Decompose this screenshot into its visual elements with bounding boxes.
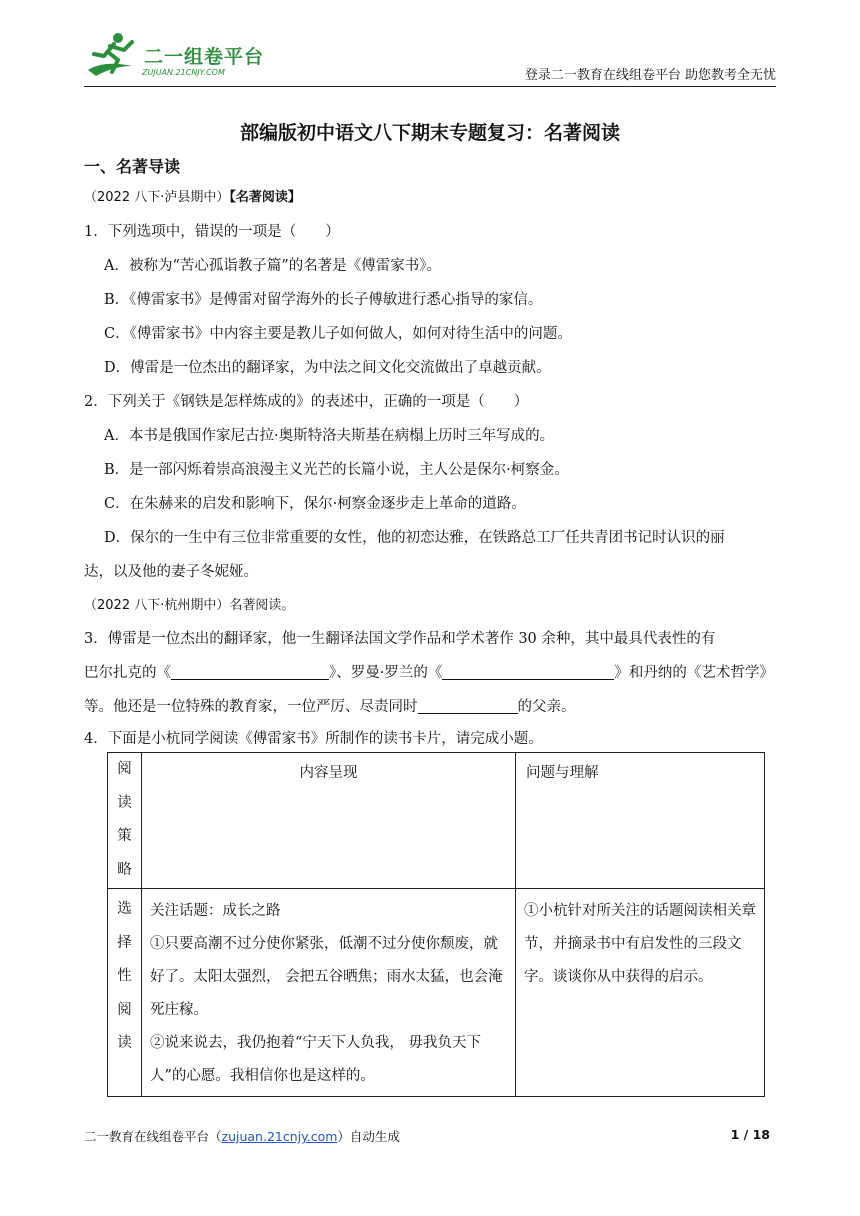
q2-option-b[interactable]: B．是一部闪烁着崇高浪漫主义光芒的长篇小说，主人公是保尔·柯察金。 [104,462,569,478]
q3-text: 巴尔扎克的《 [84,665,171,681]
footer-link[interactable]: zujuan.21cnjy.com [221,1129,338,1144]
section-heading: 一、名著导读 [84,157,181,176]
footer-text: ）自动生成 [337,1129,400,1144]
q3-text: 》、罗曼·罗兰的《 [329,665,443,681]
content-topic: 关注话题：成长之路 [150,903,281,919]
content-excerpt-1: ①只要高潮不过分使你紧张，低潮不过分使你颓废，就好了。太阳太强烈， 会把五谷晒焦；雨水太猛，也会淹死庄稼。 [150,936,503,1018]
question-cell [516,889,765,1097]
footer-text: 二一教育在线组卷平台（ [84,1129,222,1144]
logo-text: 二一组卷平台 [144,46,265,68]
q1-option-c[interactable]: C．《傅雷家书》中内容主要是教儿子如何做人，如何对待生活中的问题。 [104,326,572,342]
header-divider [84,86,776,87]
answer-blank-3[interactable] [418,697,518,714]
reading-card-table [107,752,765,1097]
q1-option-a[interactable]: A．被称为“苦心孤诣教子篇”的名著是《傅雷家书》。 [104,258,442,274]
q2-option-c[interactable]: C．在朱赫来的启发和影响下，保尔·柯察金逐步走上革命的道路。 [104,496,526,512]
q2-option-d-continued: 达，以及他的妻子冬妮娅。 [84,564,258,580]
row-label-strategy: 阅 读 策 略 [108,753,142,889]
row-label-selective: 选 择 性 阅 读 [108,889,142,1097]
q1-option-b[interactable]: B．《傅雷家书》是傅雷对留学海外的长子傅敏进行悉心指导的家信。 [104,292,543,308]
q3-text: 等。他还是一位特殊的教育家，一位严厉、尽责同时 [84,699,418,715]
document-title: 部编版初中语文八下期末专题复习：名著阅读 [239,122,620,144]
q4-stem: 4．下面是小杭同学阅读《傅雷家书》所制作的读书卡片，请完成小题。 [84,731,543,747]
q2-option-d[interactable]: D．保尔的一生中有三位非常重要的女性，他的初恋达雅，在铁路总工厂任共青团书记时认识的丽 [104,530,725,546]
q2-option-a[interactable]: A．本书是俄国作家尼古拉·奥斯特洛夫斯基在病榻上历时三年写成的。 [104,428,555,444]
q3-line-2 [84,661,774,682]
q1-stem: 1．下列选项中，错误的一项是（ ） [84,224,340,240]
answer-blank-1[interactable] [171,663,329,680]
logo-subtext: ZUJUAN.21CNJY.COM [142,68,225,77]
header-content: 内容呈现 [142,753,516,889]
q3-line-3 [84,695,576,716]
q3-text: 》和丹纳的《艺术哲学》 [614,665,774,681]
question-source [84,186,301,205]
content-excerpt-2: ②说来说去，我仍抱着“宁天下人负我， 毋我负天下人”的心愿。我相信你也是这样的。 [150,1035,482,1084]
source-tag: （2022 八下·泸县期中） [84,190,230,205]
q3-line-1: 3．傅雷是一位杰出的翻译家，他一生翻译法国文学作品和学术著作 30 余种，其中最具代表性的有 [84,631,716,647]
q3-text: 的父亲。 [517,699,576,715]
question-source-2: （2022 八下·杭州期中）名著阅读。 [84,598,295,613]
header-question: 问题与理解 [516,753,765,889]
header-slogan: 登录二一教育在线组卷平台 助您教考全无忧 [524,68,776,83]
q2-stem: 2．下列关于《钢铁是怎样炼成的》的表述中，正确的一项是（ ） [84,394,529,410]
question-text: ①小杭针对所关注的话题阅读相关章节，并摘录书中有启发性的三段文字。谈谈你从中获得的启示。 [524,903,756,985]
source-category: 【名著阅读】 [229,190,301,205]
q1-option-d[interactable]: D．傅雷是一位杰出的翻译家，为中法之间文化交流做出了卓越贡献。 [104,360,551,376]
content-cell [142,889,516,1097]
page-number: 1 / 18 [730,1127,770,1142]
logo [84,30,284,82]
answer-blank-2[interactable] [442,663,614,680]
running-man-logo-icon [84,30,144,82]
footer-source [84,1127,400,1145]
